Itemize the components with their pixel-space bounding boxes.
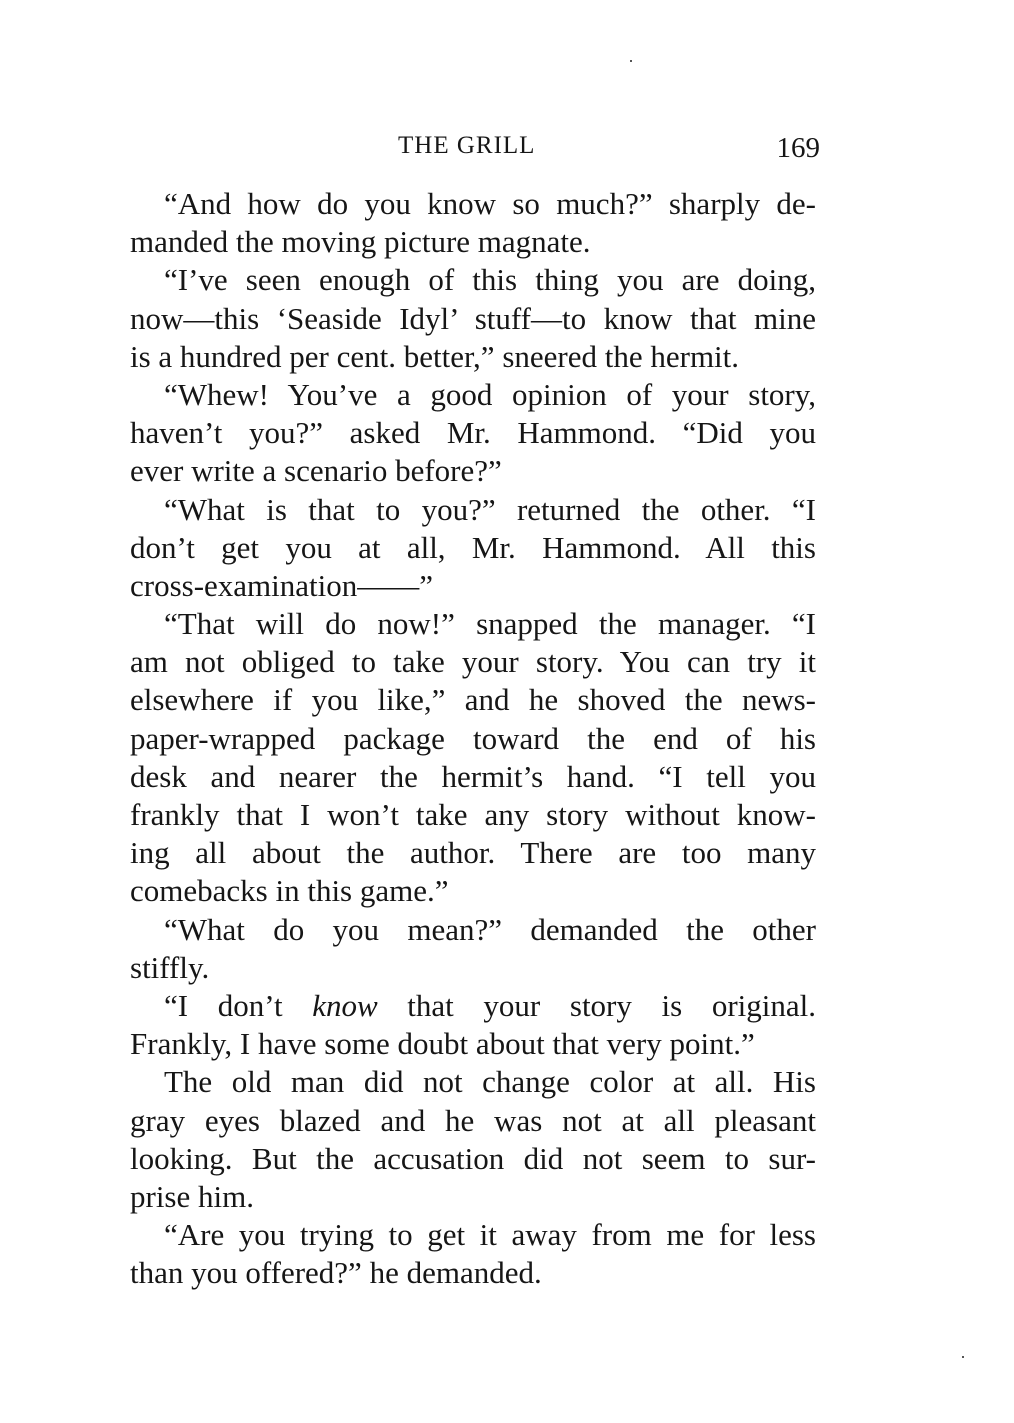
text-line: “What do you mean?” demanded the other [164,911,816,947]
scan-speck [962,1356,964,1358]
emphasized-word: know [312,987,378,1023]
text-line: “And how do you know so much?” sharply de- [164,186,816,221]
text-line: “What is that to you?” returned the other. “I [164,491,816,527]
text-line: ing all about the author. There are too many [130,835,816,871]
text-line: gray eyes blazed and he was not at all pleasant [130,1102,816,1138]
page-number: 169 [776,132,820,164]
text-line-with-italic [130,987,816,1025]
text-line: prise him. [130,1178,254,1214]
text-line: “Whew! You’ve a good opinion of your story, [164,376,816,412]
scan-speck [630,60,632,62]
text-line: looking. But the accusation did not seem to sur- [130,1140,816,1176]
text-line: “Are you trying to get it away from me for less [164,1217,816,1253]
text-line: comebacks in this game.” [130,873,449,909]
text-line: is a hundred per cent. better,” sneered the hermit. [130,338,740,374]
text-line: Frankly, I have some doubt about that very point.” [130,1026,755,1062]
text-line: elsewhere if you like,” and he shoved the news- [130,682,816,718]
text-line: stiffly. [130,949,210,985]
text-segment: “I don’t [164,987,313,1023]
text-line: “I’ve seen enough of this thing you are doing, [164,262,816,298]
text-line: The old man did not change color at all. His [164,1064,816,1100]
text-line: manded the moving picture magnate. [130,224,591,260]
running-title: THE GRILL [398,132,536,159]
page-header [130,132,820,168]
text-line: ever write a scenario before?” [130,453,502,489]
text-line: frankly that I won’t take any story without know- [130,797,816,832]
text-line: than you offered?” he demanded. [130,1255,542,1291]
text-line: “That will do now!” snapped the manager. “I [164,606,816,642]
text-line: paper-wrapped package toward the end of his [130,720,816,756]
body-text [130,185,816,1292]
text-line: am not obliged to take your story. You can try it [130,644,816,680]
text-line: desk and nearer the hermit’s hand. “I tell you [130,758,816,794]
text-line: haven’t you?” asked Mr. Hammond. “Did you [130,415,816,451]
text-segment: that your story is original. [377,987,816,1023]
text-line: now—this ‘Seaside Idyl’ stuff—to know that mine [130,300,816,336]
text-line: cross-examination——” [130,567,434,603]
text-line: don’t get you at all, Mr. Hammond. All this [130,529,816,565]
